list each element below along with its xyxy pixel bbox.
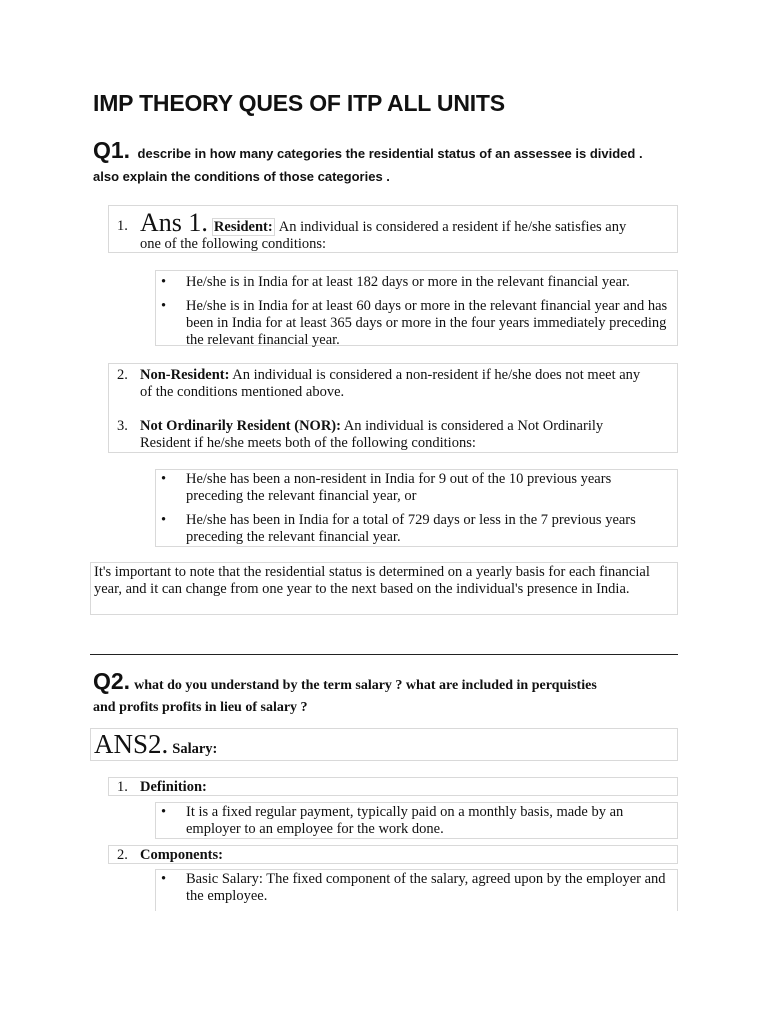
nonresident-number: 2. xyxy=(117,367,128,383)
nonresident-term: Non-Resident: xyxy=(140,367,230,383)
resident-term: Resident: xyxy=(213,219,273,235)
answer-1-number: 1. xyxy=(117,218,128,234)
answer-1-label: Ans 1. xyxy=(140,208,208,237)
question-2-line1: what do you understand by the term salary ? what are included in perquisties xyxy=(134,678,597,693)
nor-bullets-box xyxy=(155,469,678,547)
list-item: • It is a fixed regular payment, typically paid on a monthly basis, made by an employer to an employee for the work done. xyxy=(161,804,624,837)
components-box xyxy=(108,845,678,864)
list-item: • He/she has been a non-resident in India for 9 out of the 10 previous years preceding the relevant financial year, or xyxy=(161,471,612,504)
components-number: 2. xyxy=(117,847,128,863)
question-1-line2: also explain the conditions of those categories . xyxy=(93,169,390,184)
nor-text-2: Resident if he/she meets both of the following conditions: xyxy=(140,435,476,451)
definition-number: 1. xyxy=(117,779,128,795)
nor-text-1: An individual is considered a Not Ordinarily xyxy=(343,418,604,434)
answer-2-label: ANS2. xyxy=(94,729,169,759)
section-divider xyxy=(90,654,678,655)
question-1-line1: describe in how many categories the residential status of an assessee is divided . xyxy=(137,146,643,161)
answer-2-box xyxy=(90,728,678,761)
nor-term: Not Ordinarily Resident (NOR): xyxy=(140,418,341,434)
list-item: • He/she is in India for at least 182 days or more in the relevant financial year. xyxy=(161,274,630,290)
list-item: • Basic Salary: The fixed component of the salary, agreed upon by the employer and the employee. xyxy=(161,871,666,904)
question-2-line2: and profits profits in lieu of salary ? xyxy=(93,700,308,715)
answer-1-categories-box xyxy=(108,363,678,453)
resident-bullets-box xyxy=(155,270,678,346)
nor-number: 3. xyxy=(117,418,128,434)
residential-status-note: It's important to note that the residential status is determined on a yearly basis for each financial year, and it can change from one year to the next based on the individual's presence in India. xyxy=(90,562,678,615)
components-term: Components: xyxy=(140,847,223,863)
nonresident-text-2: of the conditions mentioned above. xyxy=(140,384,345,400)
question-1 xyxy=(93,137,693,164)
question-2 xyxy=(93,668,713,695)
list-item: • He/she is in India for at least 60 days or more in the relevant financial year and has been in India for at least 365 days or more in the four years immediately preceding the relevant financial year. xyxy=(161,298,668,348)
list-item: • He/she has been in India for a total of 729 days or less in the 7 previous years preceding the relevant financial year. xyxy=(161,512,636,545)
question-2-label: Q2. xyxy=(93,668,131,694)
definition-box xyxy=(108,777,678,796)
resident-text-2: one of the following conditions: xyxy=(140,236,327,252)
definition-term: Definition: xyxy=(140,779,207,795)
nonresident-text-1: An individual is considered a non-resident if he/she does not meet any xyxy=(232,367,641,383)
definition-bullets-box xyxy=(155,802,678,839)
salary-term: Salary: xyxy=(172,741,218,757)
components-bullets-box xyxy=(155,869,678,911)
question-1-label: Q1. xyxy=(93,137,131,163)
page-title: IMP THEORY QUES OF ITP ALL UNITS xyxy=(93,90,505,116)
resident-text-1: An individual is considered a resident if he/she satisfies any xyxy=(278,219,627,235)
answer-1-box xyxy=(108,205,678,253)
